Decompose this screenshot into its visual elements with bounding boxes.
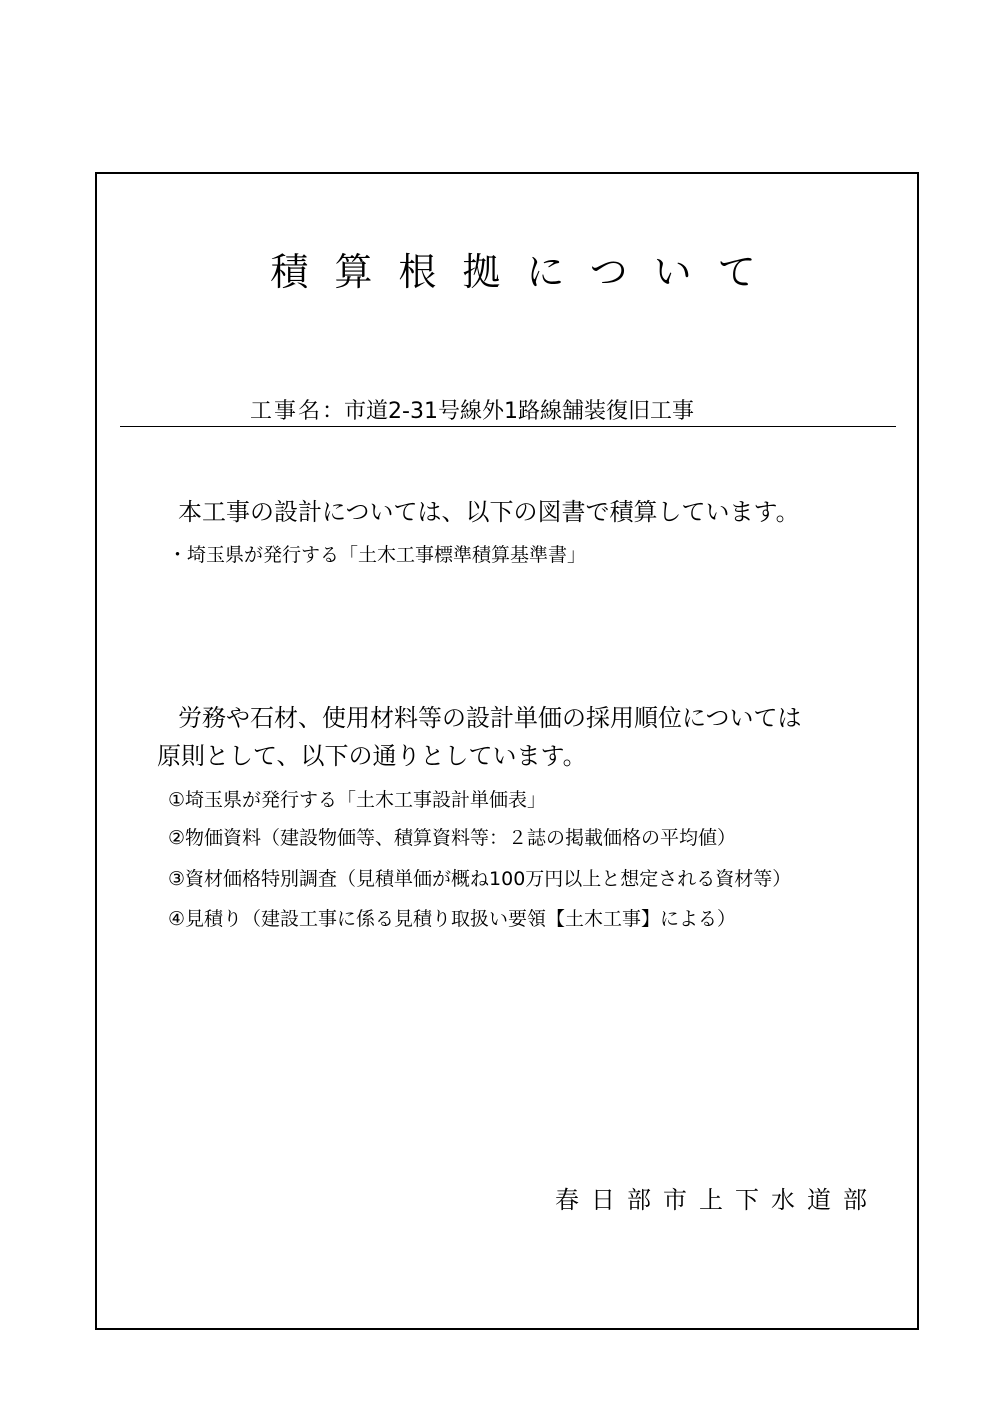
issuer-name: 春日部市上下水道部 xyxy=(555,1186,879,1214)
project-name: 市道2-31号線外1路線舗装復旧工事 xyxy=(344,399,694,424)
section2-intro-line2: 原則として、以下の通りとしています。 xyxy=(157,742,587,770)
section1-bullet: ・埼玉県が発行する「土木工事標準積算基準書」 xyxy=(168,544,587,566)
priority-item-3: ③資材価格特別調査（見積単価が概ね100万円以上と想定される資材等） xyxy=(168,868,792,890)
section2-intro-line1: 労務や石材、使用材料等の設計単価の採用順位については xyxy=(178,704,802,732)
priority-item-4: ④見積り（建設工事に係る見積り取扱い要領【土木工事】による） xyxy=(168,908,737,930)
project-underline xyxy=(120,426,896,427)
document-title: 積算根拠について xyxy=(270,250,782,294)
project-label: 工事名 xyxy=(250,399,323,424)
project-separator: ： xyxy=(322,399,345,424)
section1-intro: 本工事の設計については、以下の図書で積算しています。 xyxy=(178,498,800,526)
project-name-line xyxy=(250,396,694,428)
priority-item-1: ①埼玉県が発行する「土木工事設計単価表」 xyxy=(168,789,547,811)
priority-item-2: ②物価資料（建設物価等、積算資料等：２誌の掲載価格の平均値） xyxy=(168,827,737,849)
